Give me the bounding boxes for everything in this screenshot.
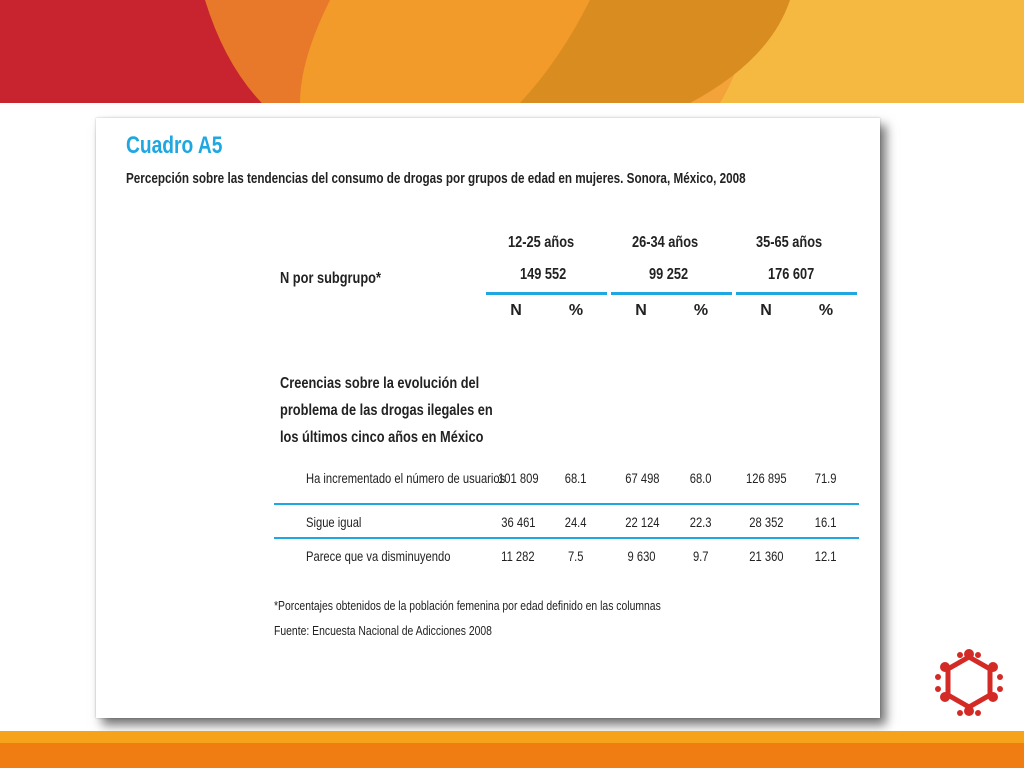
col-n-1: N <box>510 302 522 319</box>
table-cell: 22.3 <box>690 514 712 530</box>
group-underline-1 <box>486 292 607 295</box>
col-pct-1: % <box>568 302 584 319</box>
table-cell: 36 461 <box>500 514 536 530</box>
table-cell: 24.4 <box>565 514 587 530</box>
row-label-incrementado: Ha incrementado el número de usuarios <box>306 470 506 486</box>
table-cell: 21 360 <box>748 548 784 564</box>
table-card <box>96 118 880 718</box>
col-pct-3: % <box>818 302 834 319</box>
group-n-3: 176 607 <box>768 266 815 283</box>
row-divider <box>274 503 859 505</box>
group-header-1: 12-25 años <box>507 234 574 251</box>
table-cell: 11 282 <box>501 548 535 564</box>
group-underline-3 <box>736 292 857 295</box>
group-underline-2 <box>611 292 732 295</box>
table-cell: 22 124 <box>624 514 660 530</box>
table-cell: 16.1 <box>815 514 837 530</box>
group-header-2: 26-34 años <box>631 234 698 251</box>
table-cell: 7.5 <box>568 548 584 564</box>
table-cell: 28 352 <box>748 514 784 530</box>
source-note: Fuente: Encuesta Nacional de Adicciones 2008 <box>274 623 492 638</box>
col-pct-2: % <box>693 302 709 319</box>
table-cell: 71.9 <box>815 470 837 486</box>
group-header-3: 35-65 años <box>755 234 822 251</box>
table-cell: 68.1 <box>565 470 587 486</box>
molecule-logo-icon <box>930 645 1008 723</box>
section-heading: Creencias sobre la evolución del problema de las drogas ilegales en los últimos cinco años en México <box>280 375 493 446</box>
row-label-sigue-igual: Sigue igual <box>306 514 362 530</box>
col-n-3: N <box>760 302 772 319</box>
table-title: Cuadro A5 <box>126 132 223 159</box>
table-cell: 101 809 <box>497 470 539 486</box>
col-n-2: N <box>635 302 647 319</box>
table-cell: 67 498 <box>624 470 660 486</box>
footnote: *Porcentajes obtenidos de la población femenina por edad definido en las columnas <box>274 598 661 613</box>
table-subtitle: Percepción sobre las tendencias del consumo de drogas por grupos de edad en mujeres. Sonora, México, 2008 <box>126 170 746 187</box>
row-label-disminuyendo: Parece que va disminuyendo <box>306 548 451 564</box>
table-cell: 9.7 <box>693 548 709 564</box>
table-cell: 12.1 <box>815 548 837 564</box>
row-divider <box>274 537 859 539</box>
top-banner <box>0 0 1024 103</box>
group-n-1: 149 552 <box>520 266 567 283</box>
table-cell: 68.0 <box>690 470 712 486</box>
bottom-bar <box>0 731 1024 768</box>
n-subgroup-label: N por subgrupo* <box>280 270 381 287</box>
group-n-2: 99 252 <box>648 266 688 283</box>
table-cell: 9 630 <box>627 548 657 564</box>
table-cell: 126 895 <box>745 470 787 486</box>
